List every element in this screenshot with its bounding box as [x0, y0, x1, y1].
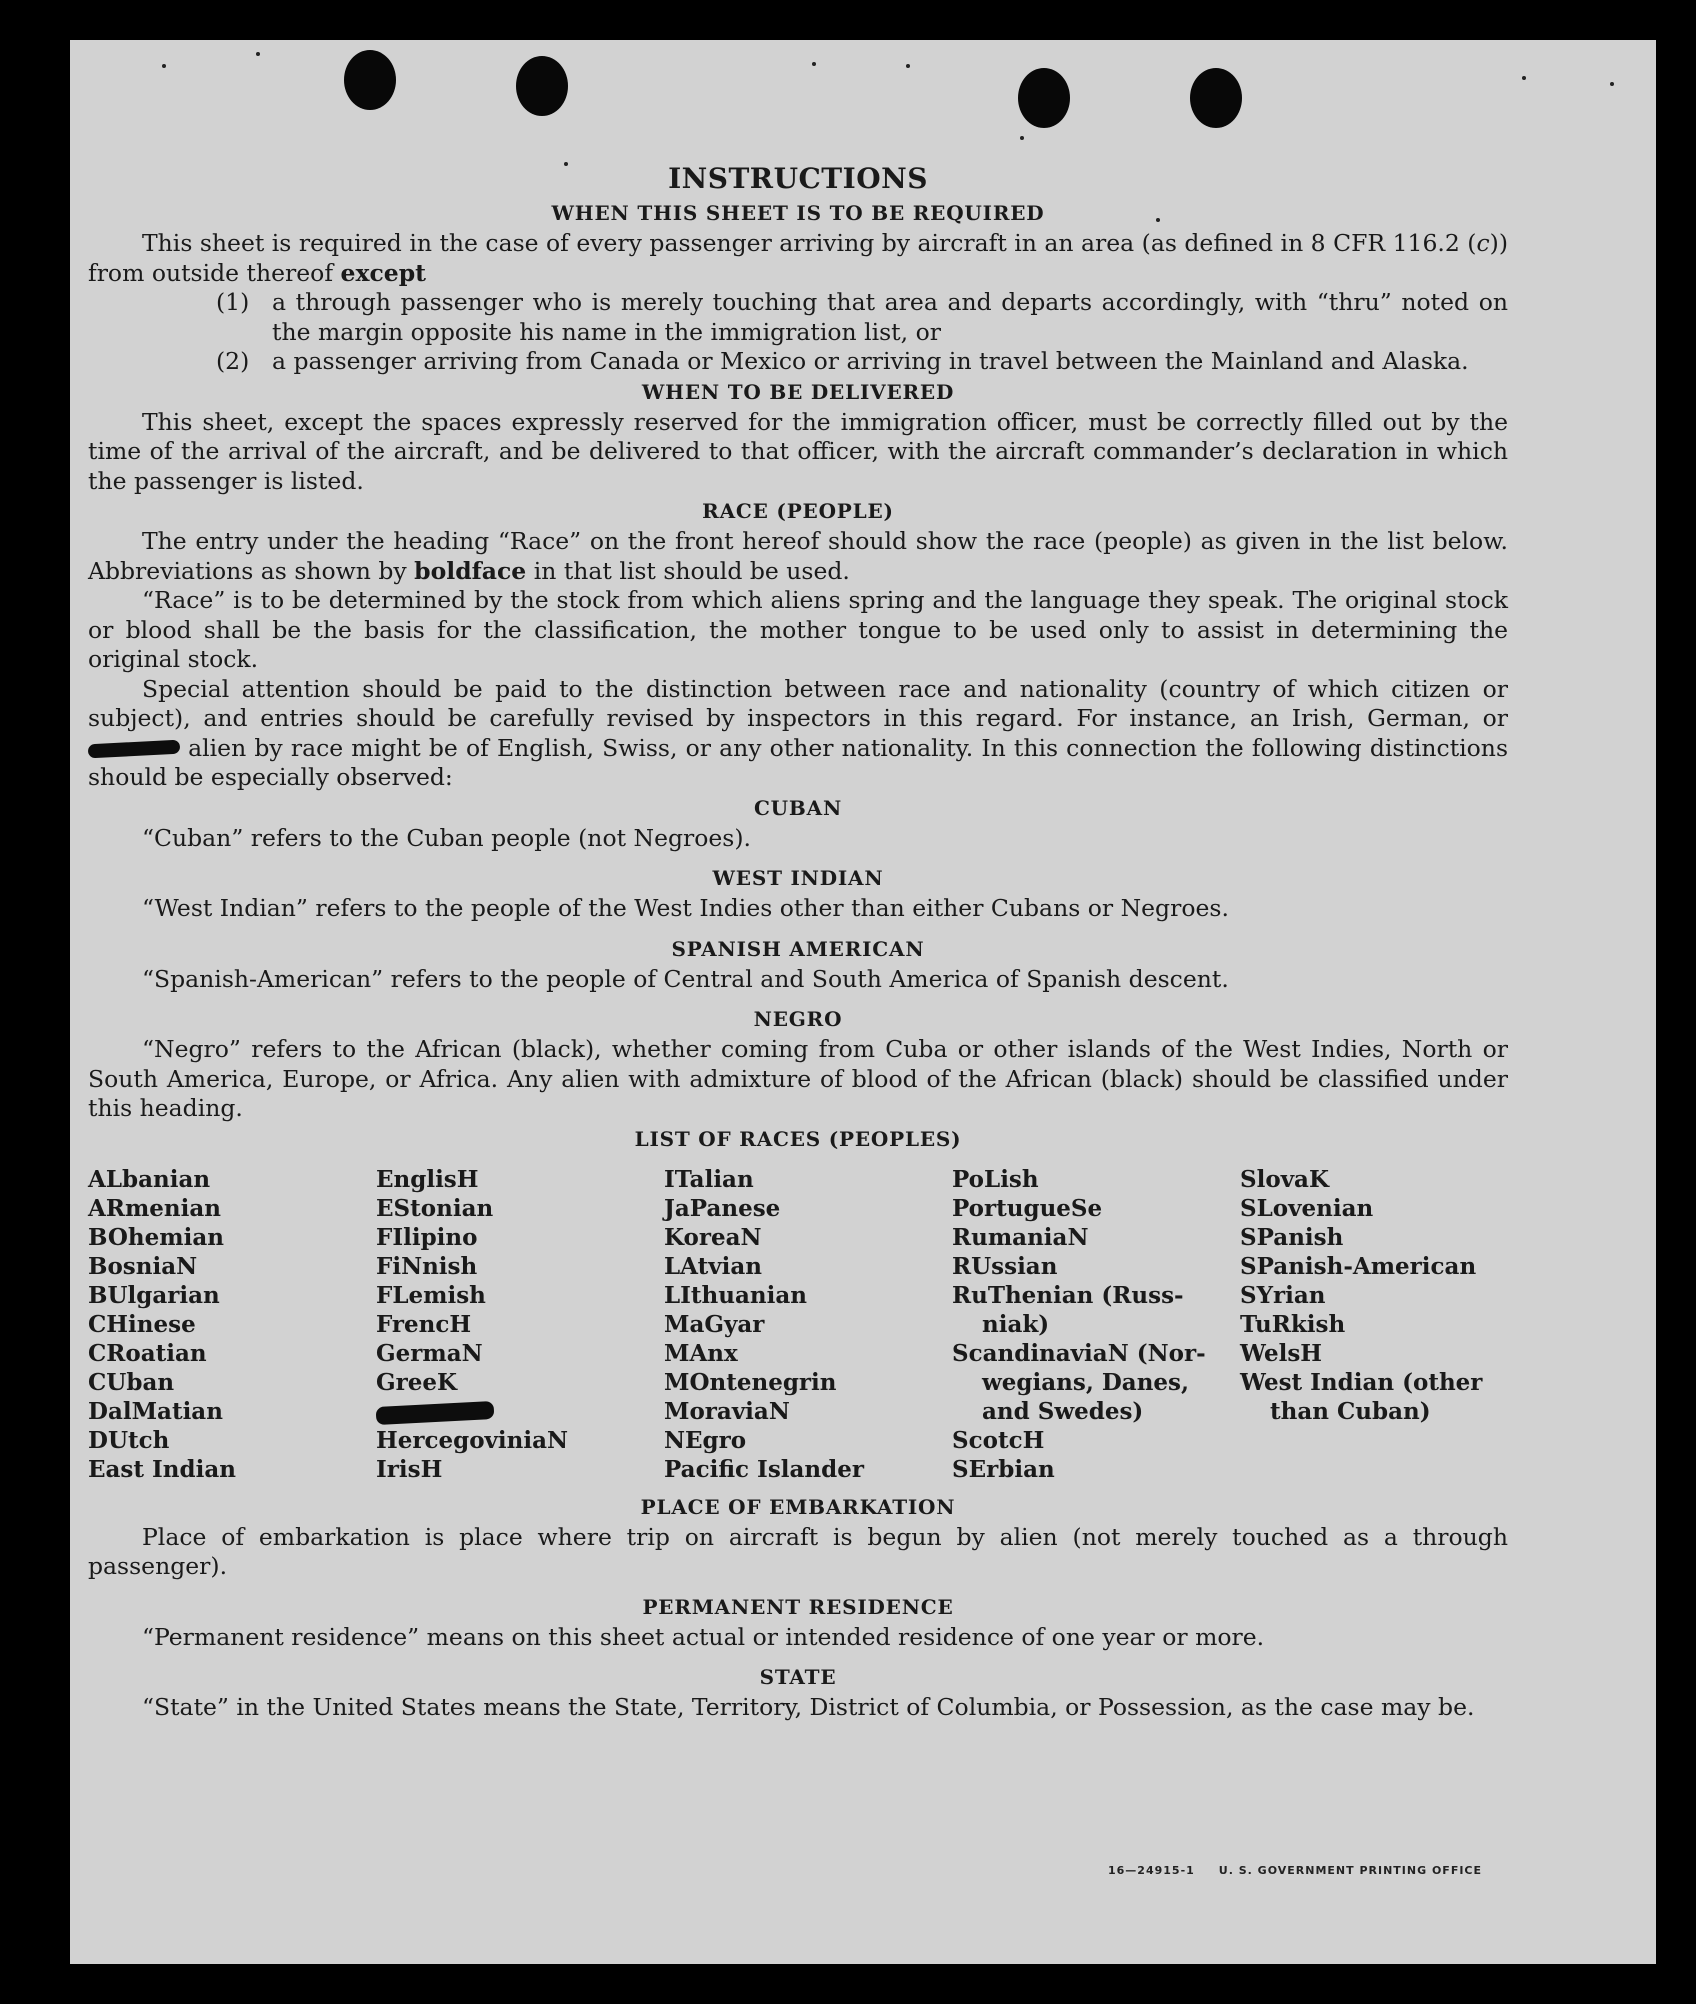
page-title: INSTRUCTIONS: [668, 162, 928, 195]
redaction-mark: [88, 740, 181, 759]
list-item: FIlipino: [376, 1223, 478, 1251]
races-column-2: [376, 1165, 664, 1484]
list-item: BUlgarian: [88, 1281, 220, 1309]
heading-cuban: CUBAN: [753, 795, 843, 820]
heading-list-of-races: LIST OF RACES (PEOPLES): [634, 1126, 962, 1151]
list-item: MaGyar: [664, 1310, 765, 1338]
list-item: KoreaN: [664, 1223, 762, 1251]
punch-hole: [516, 56, 568, 116]
speck: [162, 64, 166, 68]
punch-hole: [1190, 68, 1242, 128]
list-item: and Swedes): [982, 1397, 1144, 1425]
list-item: Pacific Islander: [664, 1455, 864, 1483]
list-item: CHinese: [88, 1310, 196, 1338]
races-column-5: [1240, 1165, 1528, 1484]
list-item: WelsH: [1240, 1339, 1323, 1367]
list-item: TuRkish: [1240, 1310, 1346, 1338]
heading-permanent-residence: PERMANENT RESIDENCE: [642, 1594, 954, 1619]
heading-state: STATE: [759, 1665, 837, 1689]
list-item: FrencH: [376, 1310, 472, 1338]
list-item: GreeK: [376, 1368, 458, 1396]
list-item: SLovenian: [1240, 1194, 1374, 1222]
list-item: niak): [982, 1310, 1050, 1338]
race-paragraph-1: The entry under the heading “Race” on the front hereof should show the race (people) as given in the list below. Abbreviations as shown by boldface in that list should be used.: [88, 527, 1508, 585]
heading-negro: NEGRO: [753, 1007, 843, 1031]
list-item: IrisH: [376, 1455, 443, 1483]
punch-hole: [1018, 68, 1070, 128]
required-item-2: (2) a passenger arriving from Canada or Mexico or arriving in travel between the Mainland and Alaska.: [216, 347, 1469, 375]
list-item: SlovaK: [1240, 1165, 1329, 1193]
spanish-american-text: “Spanish-American” refers to the people of Central and South America of Spanish descent.: [142, 964, 1229, 993]
list-item: PortugueSe: [952, 1194, 1103, 1222]
redaction-mark: [376, 1400, 495, 1424]
heading-spanish-american: SPANISH AMERICAN: [671, 936, 925, 961]
list-item: BOhemian: [88, 1223, 224, 1251]
list-item: East Indian: [88, 1455, 236, 1483]
printer-footer: [1108, 1864, 1506, 1877]
cuban-text: “Cuban” refers to the Cuban people (not Negroes).: [142, 823, 752, 852]
list-item: RuThenian (Russ-: [952, 1281, 1184, 1309]
list-item: EnglisH: [376, 1165, 479, 1193]
list-item: West Indian (other: [1240, 1368, 1483, 1396]
races-column-4: [952, 1165, 1240, 1484]
list-item: SPanish: [1240, 1223, 1344, 1251]
list-item: EStonian: [376, 1194, 494, 1222]
required-intro: This sheet is required in the case of every passenger arriving by aircraft in an area (as defined in 8 CFR 116.2 (c)) from outside thereof except: [88, 229, 1508, 287]
list-item: SYrian: [1240, 1281, 1326, 1309]
printer-name: U. S. GOVERNMENT PRINTING OFFICE: [1218, 1864, 1483, 1877]
list-item: ScandinaviaN (Nor-: [952, 1339, 1206, 1367]
list-item-redacted: [376, 1397, 664, 1426]
state-text: “State” in the United States means the State, Territory, District of Columbia, or Possession, as the case may be.: [142, 1693, 1475, 1721]
west-indian-text: “West Indian” refers to the people of the West Indies other than either Cubans or Negroes.: [142, 894, 1229, 922]
list-item: DalMatian: [88, 1397, 223, 1425]
races-list: [88, 1165, 1508, 1484]
list-item: MAnx: [664, 1339, 738, 1367]
list-item: CRoatian: [88, 1339, 207, 1367]
heading-when-required: WHEN THIS SHEET IS TO BE REQUIRED: [551, 201, 1045, 225]
speck: [256, 52, 260, 56]
races-column-1: [88, 1165, 376, 1484]
list-item: FiNnish: [376, 1252, 478, 1280]
list-item: FLemish: [376, 1281, 486, 1309]
list-item: JaPanese: [664, 1194, 781, 1222]
instructions-content: [88, 160, 1508, 1723]
list-item: MoraviaN: [664, 1397, 790, 1425]
list-item: HercegoviniaN: [376, 1426, 569, 1454]
speck: [906, 64, 910, 68]
list-item: ITalian: [664, 1165, 754, 1193]
list-item: ScotcH: [952, 1426, 1045, 1454]
list-item: RUssian: [952, 1252, 1058, 1280]
list-item: LAtvian: [664, 1252, 762, 1280]
races-column-3: [664, 1165, 952, 1484]
required-item-1: (1) a through passenger who is merely touching that area and departs accordingly, with “thru” noted on the margin opposite his name in the immigration list, or: [216, 288, 1508, 346]
list-item: SPanish-American: [1240, 1252, 1477, 1280]
negro-text: “Negro” refers to the African (black), whether coming from Cuba or other islands of the West Indies, North or South America, Europe, or Africa. Any alien with admixture of blood of the African (black) should be classified under this heading.: [88, 1035, 1508, 1122]
document-page: [70, 40, 1656, 1964]
list-item: MOntenegrin: [664, 1368, 837, 1396]
race-paragraph-3: Special attention should be paid to the distinction between race and nationality (country of which citizen or subject), and entries should be carefully revised by inspectors in this regard. For instance, an Irish, German, or alien by race might be of English, Swiss, or any other nationality. In this connection the following distinctions should be especially observed:: [88, 674, 1508, 791]
list-item: GermaN: [376, 1339, 483, 1367]
residence-text: “Permanent residence” means on this sheet actual or intended residence of one year or more.: [142, 1622, 1265, 1651]
speck: [1522, 76, 1526, 80]
list-item: ALbanian: [88, 1165, 211, 1193]
list-item: BosniaN: [88, 1252, 198, 1280]
form-number: 16—24915-1: [1108, 1864, 1195, 1877]
punch-hole: [344, 50, 396, 110]
speck: [1610, 82, 1614, 86]
list-item: than Cuban): [1270, 1397, 1431, 1425]
delivered-text: This sheet, except the spaces expressly reserved for the immigration officer, must be correctly filled out by the time of the arrival of the aircraft, and be delivered to that officer, with the aircraft commander’s declaration in which the passenger is listed.: [88, 407, 1508, 495]
list-item: SErbian: [952, 1455, 1055, 1483]
heading-race: RACE (PEOPLE): [702, 499, 894, 523]
heading-embarkation: PLACE OF EMBARKATION: [640, 1494, 956, 1519]
list-item: wegians, Danes,: [982, 1368, 1189, 1396]
embarkation-text: Place of embarkation is place where trip on aircraft is begun by alien (not merely touched as a through passenger).: [88, 1522, 1508, 1580]
list-item: NEgro: [664, 1426, 747, 1454]
list-item: ARmenian: [88, 1194, 222, 1222]
heading-west-indian: WEST INDIAN: [712, 866, 884, 890]
heading-when-delivered: WHEN TO BE DELIVERED: [641, 379, 955, 404]
list-item: DUtch: [88, 1426, 170, 1454]
speck: [812, 62, 816, 66]
speck: [1020, 136, 1024, 140]
list-item: CUban: [88, 1368, 175, 1396]
list-item: PoLish: [952, 1165, 1039, 1193]
list-item: LIthuanian: [664, 1281, 807, 1309]
list-item: RumaniaN: [952, 1223, 1089, 1251]
race-paragraph-2: “Race” is to be determined by the stock from which aliens spring and the language they speak. The original stock or blood shall be the basis for the classification, the mother tongue to be used only to assist in determining the original stock.: [88, 586, 1508, 673]
